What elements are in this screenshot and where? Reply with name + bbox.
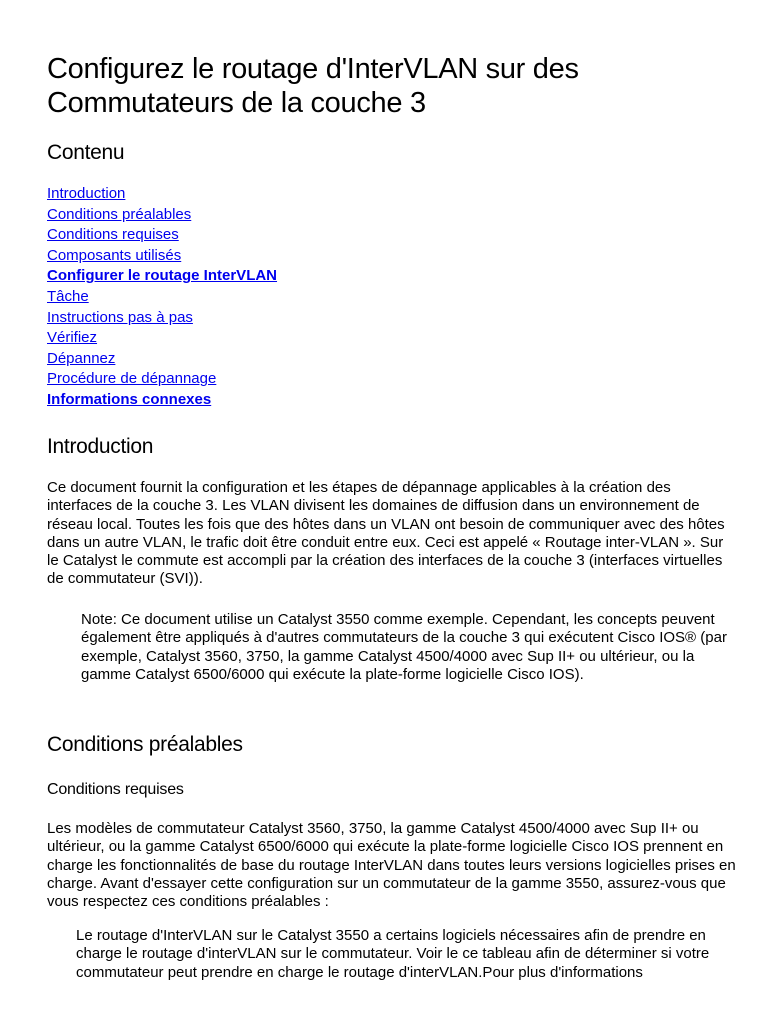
toc-link-troubleshooting-procedure[interactable]: Procédure de dépannage [47, 370, 217, 388]
toc-item [47, 369, 277, 390]
contents-heading: Contenu [47, 141, 125, 164]
introduction-heading: Introduction [47, 435, 154, 458]
toc-item [47, 349, 277, 370]
toc-item [47, 184, 277, 205]
toc-item [47, 287, 277, 308]
requirements-heading: Conditions requises [47, 781, 184, 798]
toc-item [47, 246, 277, 267]
note-paragraph [81, 611, 729, 684]
toc-link-verify[interactable]: Vérifiez [47, 329, 98, 347]
toc-item [47, 225, 277, 246]
toc-link-requirements[interactable]: Conditions requises [47, 226, 179, 244]
prerequisites-heading: Conditions préalables [47, 733, 243, 756]
table-of-contents [47, 184, 277, 411]
toc-item [47, 390, 277, 411]
page-title: Configurez le routage d'InterVLAN sur des Commutateurs de la couche 3 [47, 53, 579, 119]
toc-item [47, 308, 277, 329]
toc-link-step-by-step[interactable]: Instructions pas à pas [47, 308, 193, 326]
toc-link-troubleshoot[interactable]: Dépannez [47, 349, 116, 367]
requirements-paragraph: Les modèles de commutateur Catalyst 3560, 3750, la gamme Catalyst 4500/4000 avec Sup II+ ou ultérieur, ou la gamme Catalyst 6500/6000 qui exécute la plate-forme logicielle Cisco IOS prennent en charge les fonctionnalités de base du routage InterVLAN dans toutes leurs versions logicielles prises en charge. Avant d'essayer cette configuration sur un commutateur de la gamme 3550, assurez-vous que vous respectez ces conditions préalables : [47, 820, 736, 911]
toc-link-related-information[interactable]: Informations connexes [47, 390, 212, 408]
toc-link-components-used[interactable]: Composants utilisés [47, 246, 182, 264]
note-text: : Ce document utilise un Catalyst 3550 comme exemple. Cependant, les concepts peuvent également être appliqués à d'autres commutateurs de la couche 3 qui exécutent Cisco IOS® (par exemple, Catalyst 3560, 3750, la gamme Catalyst 4500/4000 avec Sup II+ ou ultérieur, ou la gamme Catalyst 6500/6000 qui exécute la plate-forme logicielle Cisco IOS). [81, 611, 727, 683]
toc-item [47, 266, 277, 287]
intervlan-requirement-paragraph: Le routage d'InterVLAN sur le Catalyst 3550 a certains logiciels nécessaires afin de prendre en charge le routage d'interVLAN sur le commutateur. Voir le ce tableau afin de déterminer si votre commutateur peut prendre en charge le routage d'interVLAN.Pour plus d'informations [76, 927, 710, 981]
toc-link-configure-intervlan[interactable]: Configurer le routage InterVLAN [47, 267, 278, 285]
toc-item [47, 205, 277, 226]
toc-link-introduction[interactable]: Introduction [47, 185, 126, 202]
toc-link-prerequisites[interactable]: Conditions préalables [47, 205, 192, 223]
note-label: Note [81, 611, 113, 628]
toc-link-task[interactable]: Tâche [47, 287, 89, 305]
introduction-paragraph: Ce document fournit la configuration et les étapes de dépannage applicables à la création des interfaces de la couche 3. Les VLAN divisent les domaines de diffusion dans un environnement de réseau local. Toutes les fois que des hôtes dans un VLAN ont besoin de communiquer avec des hôtes dans un autre VLAN, le trafic doit être conduit entre eux. Ceci est appelé « Routage inter-VLAN ». Sur le Catalyst le commute est accompli par la création des interfaces de la couche 3 (interfaces virtuelles de commutateur (SVI)). [47, 479, 725, 588]
toc-item [47, 328, 277, 349]
